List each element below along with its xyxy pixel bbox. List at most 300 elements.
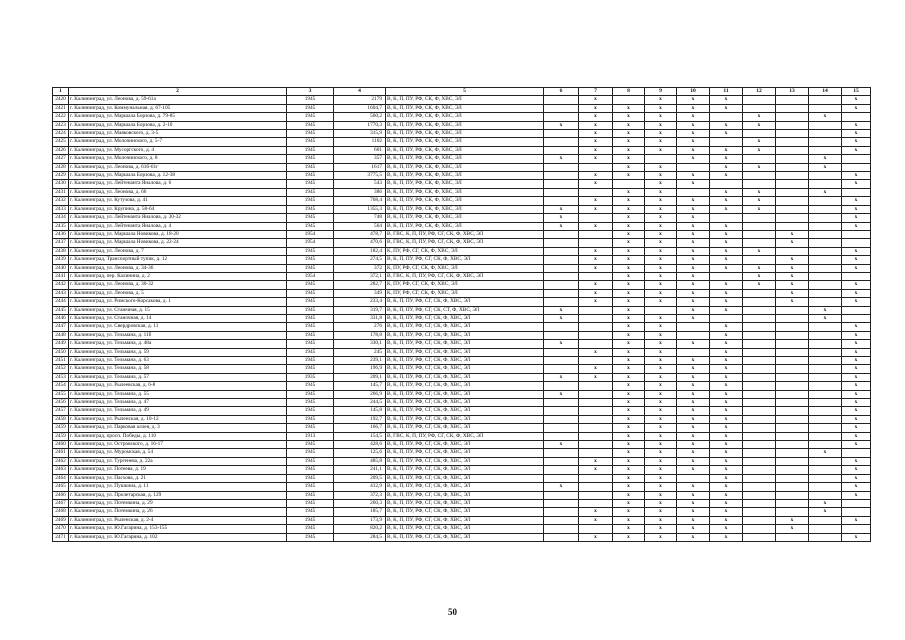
- area-cell: 233,4: [334, 298, 386, 306]
- mark-cell: x: [677, 432, 710, 440]
- mark-cell: x: [743, 188, 776, 196]
- mark-cell: x: [776, 298, 809, 306]
- mark-cell: x: [677, 449, 710, 457]
- area-cell: 282,7: [334, 281, 386, 289]
- mark-cell: x: [613, 138, 645, 146]
- mark-cell: x: [645, 247, 677, 255]
- table-row: [53, 256, 871, 264]
- mark-cell: [710, 113, 743, 121]
- year-cell: 1945: [287, 121, 334, 129]
- mark-cell: [776, 508, 809, 516]
- mark-cell: x: [645, 382, 677, 390]
- mark-cell: x: [842, 382, 871, 390]
- area-cell: 601: [334, 146, 386, 154]
- mark-cell: x: [613, 146, 645, 154]
- address-cell: г. Калининград, ул. Крупина, д. 58-64: [69, 205, 287, 213]
- table-row: [53, 298, 871, 306]
- mark-cell: x: [645, 121, 677, 129]
- mark-cell: x: [677, 205, 710, 213]
- mark-cell: [710, 272, 743, 280]
- mark-cell: [743, 449, 776, 457]
- year-cell: 1945: [287, 474, 334, 482]
- address-cell: г. Калининград, ул. Маяковского, д. 3-5: [69, 130, 287, 138]
- mark-cell: x: [842, 457, 871, 465]
- mark-cell: [743, 390, 776, 398]
- area-cell: 173,9: [334, 516, 386, 524]
- area-cell: 209,1: [334, 373, 386, 381]
- year-cell: 1945: [287, 499, 334, 507]
- mark-cell: x: [842, 424, 871, 432]
- mark-cell: x: [645, 138, 677, 146]
- mark-cell: [809, 474, 842, 482]
- mark-cell: x: [613, 533, 645, 541]
- year-cell: 1945: [287, 390, 334, 398]
- mark-cell: x: [677, 222, 710, 230]
- area-cell: 386: [334, 188, 386, 196]
- row-number: 2444: [53, 298, 69, 306]
- mark-cell: x: [613, 172, 645, 180]
- mark-cell: x: [613, 331, 645, 339]
- row-number: 2437: [53, 239, 69, 247]
- mark-cell: x: [710, 399, 743, 407]
- services-cell: В, К, П, ПУ, РФ, СГ, СК, Ф, ХВС, ЭЛ: [386, 491, 544, 499]
- mark-cell: x: [710, 289, 743, 297]
- mark-cell: x: [579, 146, 613, 154]
- mark-cell: [743, 415, 776, 423]
- mark-cell: x: [645, 508, 677, 516]
- mark-cell: x: [809, 306, 842, 314]
- column-header: 7: [579, 88, 613, 96]
- row-number: 2459: [53, 424, 69, 432]
- area-cell: 3775,5: [334, 172, 386, 180]
- mark-cell: x: [677, 365, 710, 373]
- column-header: 5: [386, 88, 544, 96]
- mark-cell: [809, 298, 842, 306]
- row-number: 2455: [53, 390, 69, 398]
- table-row: [53, 399, 871, 407]
- table-row: [53, 289, 871, 297]
- row-number: 2456: [53, 399, 69, 407]
- mark-cell: [579, 441, 613, 449]
- services-cell: В, К, П, ПУ, РФ, СК, Ф, ХВС, ЭЛ: [386, 104, 544, 112]
- mark-cell: x: [710, 96, 743, 104]
- address-cell: г. Калининград, ул. Тельмана, д. 63: [69, 357, 287, 365]
- mark-cell: [776, 365, 809, 373]
- mark-cell: x: [677, 113, 710, 121]
- mark-cell: [743, 491, 776, 499]
- mark-cell: x: [645, 533, 677, 541]
- table-row: [53, 138, 871, 146]
- mark-cell: x: [677, 104, 710, 112]
- row-number: 2445: [53, 306, 69, 314]
- register-table: [52, 87, 871, 542]
- mark-cell: [710, 314, 743, 322]
- mark-cell: x: [677, 214, 710, 222]
- mark-cell: x: [710, 104, 743, 112]
- mark-cell: x: [842, 205, 871, 213]
- year-cell: 1945: [287, 180, 334, 188]
- mark-cell: x: [579, 180, 613, 188]
- mark-cell: [776, 96, 809, 104]
- table-row: [53, 130, 871, 138]
- mark-cell: x: [710, 197, 743, 205]
- mark-cell: x: [710, 340, 743, 348]
- mark-cell: x: [842, 222, 871, 230]
- area-cell: 274,5: [334, 256, 386, 264]
- row-number: 2464: [53, 474, 69, 482]
- mark-cell: [809, 239, 842, 247]
- mark-cell: x: [710, 441, 743, 449]
- services-cell: В, К, П, ПУ, РФ, СГ, СК, Ф, ХВС, ЭЛ: [386, 390, 544, 398]
- area-cell: 2179: [334, 96, 386, 104]
- mark-cell: [809, 432, 842, 440]
- mark-cell: [842, 306, 871, 314]
- table-row: [53, 155, 871, 163]
- row-number: 2446: [53, 314, 69, 322]
- area-cell: 276: [334, 323, 386, 331]
- mark-cell: x: [677, 399, 710, 407]
- column-number-header: [53, 88, 871, 96]
- services-cell: В, К, П, ПУ, РФ, СК, Ф, ХВС, ЭЛ: [386, 121, 544, 129]
- mark-cell: x: [710, 306, 743, 314]
- mark-cell: x: [710, 483, 743, 491]
- mark-cell: x: [645, 96, 677, 104]
- mark-cell: x: [842, 104, 871, 112]
- mark-cell: x: [677, 138, 710, 146]
- mark-cell: [579, 163, 613, 171]
- mark-cell: x: [613, 289, 645, 297]
- mark-cell: [544, 172, 579, 180]
- mark-cell: [809, 365, 842, 373]
- mark-cell: [579, 239, 613, 247]
- mark-cell: [809, 205, 842, 213]
- mark-cell: x: [710, 222, 743, 230]
- mark-cell: [776, 474, 809, 482]
- mark-cell: x: [579, 247, 613, 255]
- mark-cell: [809, 138, 842, 146]
- mark-cell: x: [613, 441, 645, 449]
- row-number: 2454: [53, 382, 69, 390]
- mark-cell: x: [710, 415, 743, 423]
- services-cell: В, К, П, ПУ, РФ, СК, Ф, ХВС, ЭЛ: [386, 205, 544, 213]
- table-row: [53, 230, 871, 238]
- year-cell: 1945: [287, 197, 334, 205]
- mark-cell: [809, 180, 842, 188]
- mark-cell: [613, 180, 645, 188]
- mark-cell: [579, 230, 613, 238]
- mark-cell: x: [677, 499, 710, 507]
- mark-cell: [743, 289, 776, 297]
- mark-cell: [809, 466, 842, 474]
- mark-cell: x: [776, 272, 809, 280]
- mark-cell: [842, 230, 871, 238]
- mark-cell: x: [677, 340, 710, 348]
- mark-cell: [544, 457, 579, 465]
- table-row: [53, 331, 871, 339]
- mark-cell: [579, 357, 613, 365]
- services-cell: В, К, П, ПУ, РФ, СК, Ф, ХВС, ЭЛ: [386, 180, 544, 188]
- mark-cell: [544, 113, 579, 121]
- mark-cell: x: [579, 121, 613, 129]
- mark-cell: x: [613, 197, 645, 205]
- mark-cell: x: [677, 407, 710, 415]
- mark-cell: [743, 533, 776, 541]
- address-cell: г. Калининград, Транспортный тупик, д. 12: [69, 256, 287, 264]
- services-cell: В, К, П, ПУ, РФ, СГ, СК, Ф, ХВС, ЭЛ: [386, 407, 544, 415]
- column-header: 13: [776, 88, 809, 96]
- mark-cell: [776, 373, 809, 381]
- mark-cell: x: [579, 197, 613, 205]
- address-cell: г. Калининград, ул. Маршала Борзова, д. 2-10: [69, 121, 287, 129]
- address-cell: г. Калининград, ул. Римского-Корсакова, д. 1: [69, 298, 287, 306]
- mark-cell: [544, 466, 579, 474]
- mark-cell: x: [544, 340, 579, 348]
- mark-cell: x: [710, 323, 743, 331]
- area-cell: 239,1: [334, 357, 386, 365]
- area-cell: 284,5: [334, 533, 386, 541]
- row-number: 2436: [53, 230, 69, 238]
- services-cell: В, ГВС, К, П, ПУ, РФ, СГ, СК, Ф, ХВС, ЭЛ: [386, 432, 544, 440]
- services-cell: В, К, П, ПУ, РФ, СГ, СК, Ф, ХВС, ЭЛ: [386, 508, 544, 516]
- mark-cell: x: [842, 399, 871, 407]
- mark-cell: [579, 314, 613, 322]
- mark-cell: [645, 155, 677, 163]
- mark-cell: [579, 323, 613, 331]
- mark-cell: x: [579, 373, 613, 381]
- mark-cell: x: [710, 533, 743, 541]
- mark-cell: x: [579, 205, 613, 213]
- table-row: [53, 390, 871, 398]
- services-cell: В, К, П, ПУ, РФ, СГ, СК, Ф, ХВС, ЭЛ: [386, 483, 544, 491]
- mark-cell: x: [645, 491, 677, 499]
- mark-cell: x: [645, 348, 677, 356]
- mark-cell: x: [613, 214, 645, 222]
- mark-cell: [809, 172, 842, 180]
- table-row: [53, 163, 871, 171]
- mark-cell: [842, 113, 871, 121]
- address-cell: г. Калининград, ул. Тельмана, д. 11б: [69, 331, 287, 339]
- services-cell: В, ГВС, К, П, ПУ, РФ, СГ, СК, Ф, ХВС, ЭЛ: [386, 230, 544, 238]
- year-cell: 1945: [287, 130, 334, 138]
- mark-cell: x: [645, 205, 677, 213]
- row-number: 2424: [53, 130, 69, 138]
- address-cell: г. Калининград, ул. Молочинского, д. 5-7: [69, 138, 287, 146]
- row-number: 2442: [53, 281, 69, 289]
- mark-cell: [579, 415, 613, 423]
- address-cell: г. Калининград, ул. Рыленская, д. 2-4: [69, 516, 287, 524]
- mark-cell: x: [645, 104, 677, 112]
- mark-cell: x: [842, 146, 871, 154]
- mark-cell: [544, 499, 579, 507]
- column-header: 6: [544, 88, 579, 96]
- mark-cell: x: [645, 163, 677, 171]
- mark-cell: x: [842, 373, 871, 381]
- mark-cell: x: [544, 205, 579, 213]
- mark-cell: [776, 163, 809, 171]
- mark-cell: [776, 499, 809, 507]
- address-cell: г. Калининград, ул. Леонова, д. 66: [69, 188, 287, 196]
- services-cell: В, К, П, ПУ, РФ, СГ, СК, Ф, ХВС, ЭЛ: [386, 399, 544, 407]
- services-cell: В, К, П, ПУ, РФ, СК, Ф, ХВС, ЭЛ: [386, 188, 544, 196]
- mark-cell: x: [842, 289, 871, 297]
- mark-cell: x: [842, 247, 871, 255]
- address-cell: г. Калининград, ул. Лейтенанта Яналова, д. 30-32: [69, 214, 287, 222]
- address-cell: г. Калининград, ул. Леонова, д. 5: [69, 289, 287, 297]
- mark-cell: x: [842, 340, 871, 348]
- row-number: 2448: [53, 331, 69, 339]
- mark-cell: x: [710, 491, 743, 499]
- table-row: [53, 533, 871, 541]
- mark-cell: [743, 432, 776, 440]
- mark-cell: [544, 382, 579, 390]
- mark-cell: [743, 457, 776, 465]
- row-number: 2457: [53, 407, 69, 415]
- mark-cell: [842, 155, 871, 163]
- address-cell: г. Калининград, ул. Ю.Гагарина, д. 153-155: [69, 525, 287, 533]
- mark-cell: x: [842, 533, 871, 541]
- area-cell: 372,1: [334, 272, 386, 280]
- address-cell: г. Калининград, ул. Лейтенанта Яналова, д. 6: [69, 180, 287, 188]
- mark-cell: [743, 483, 776, 491]
- mark-cell: x: [710, 382, 743, 390]
- mark-cell: [743, 239, 776, 247]
- year-cell: 1945: [287, 525, 334, 533]
- column-header: 8: [613, 88, 645, 96]
- area-cell: 241,1: [334, 466, 386, 474]
- mark-cell: [544, 247, 579, 255]
- mark-cell: [743, 525, 776, 533]
- mark-cell: [579, 331, 613, 339]
- mark-cell: x: [677, 415, 710, 423]
- mark-cell: [776, 138, 809, 146]
- services-cell: К, ПУ, РФ, СГ, СК, Ф, ХВС, ЭЛ: [386, 264, 544, 272]
- mark-cell: [579, 340, 613, 348]
- mark-cell: [776, 415, 809, 423]
- mark-cell: [809, 382, 842, 390]
- mark-cell: x: [710, 230, 743, 238]
- table-row: [53, 357, 871, 365]
- mark-cell: [544, 508, 579, 516]
- mark-cell: x: [645, 264, 677, 272]
- year-cell: 1954: [287, 239, 334, 247]
- mark-cell: x: [645, 365, 677, 373]
- mark-cell: [645, 306, 677, 314]
- mark-cell: x: [677, 516, 710, 524]
- mark-cell: x: [842, 96, 871, 104]
- area-cell: 209,5: [334, 474, 386, 482]
- mark-cell: x: [579, 113, 613, 121]
- mark-cell: x: [645, 256, 677, 264]
- mark-cell: [776, 331, 809, 339]
- mark-cell: [776, 382, 809, 390]
- row-number: 2426: [53, 146, 69, 154]
- mark-cell: x: [579, 508, 613, 516]
- mark-cell: x: [579, 96, 613, 104]
- table-row: [53, 247, 871, 255]
- area-cell: 1355,3: [334, 205, 386, 213]
- mark-cell: x: [579, 222, 613, 230]
- mark-cell: x: [710, 357, 743, 365]
- column-header: 15: [842, 88, 871, 96]
- year-cell: 1945: [287, 205, 334, 213]
- mark-cell: x: [842, 483, 871, 491]
- mark-cell: [743, 399, 776, 407]
- mark-cell: [809, 230, 842, 238]
- mark-cell: x: [613, 348, 645, 356]
- row-number: 2425: [53, 138, 69, 146]
- mark-cell: [544, 365, 579, 373]
- mark-cell: x: [645, 130, 677, 138]
- mark-cell: x: [710, 516, 743, 524]
- address-cell: г. Калининград, ул. Леонова, д. 59-61а: [69, 96, 287, 104]
- address-cell: г. Калининград, ул. Станочная, д. 14: [69, 314, 287, 322]
- mark-cell: x: [710, 457, 743, 465]
- mark-cell: [544, 197, 579, 205]
- services-cell: В, К, П, ПУ, РФ, СГ, СК, Ф, ХВС, ЭЛ: [386, 499, 544, 507]
- row-number: 2433: [53, 205, 69, 213]
- table-row: [53, 499, 871, 507]
- mark-cell: x: [613, 205, 645, 213]
- mark-cell: x: [645, 525, 677, 533]
- mark-cell: x: [710, 508, 743, 516]
- mark-cell: [776, 390, 809, 398]
- mark-cell: x: [579, 281, 613, 289]
- mark-cell: x: [710, 146, 743, 154]
- mark-cell: x: [613, 306, 645, 314]
- mark-cell: [579, 491, 613, 499]
- mark-cell: x: [613, 247, 645, 255]
- services-cell: В, ГВС, К, П, ПУ, РФ, СГ, СК, Ф, ХВС, ЭЛ: [386, 272, 544, 280]
- mark-cell: x: [645, 390, 677, 398]
- mark-cell: x: [613, 222, 645, 230]
- mark-cell: x: [743, 146, 776, 154]
- mark-cell: [544, 264, 579, 272]
- services-cell: В, К, П, ПУ, РФ, СК, Ф, ХВС, ЭЛ: [386, 214, 544, 222]
- area-cell: 1770,3: [334, 121, 386, 129]
- mark-cell: x: [613, 264, 645, 272]
- mark-cell: x: [613, 188, 645, 196]
- row-number: 2461: [53, 449, 69, 457]
- mark-cell: x: [645, 415, 677, 423]
- mark-cell: x: [677, 298, 710, 306]
- mark-cell: x: [809, 113, 842, 121]
- mark-cell: x: [710, 121, 743, 129]
- mark-cell: x: [842, 130, 871, 138]
- mark-cell: [776, 424, 809, 432]
- mark-cell: x: [776, 289, 809, 297]
- mark-cell: x: [809, 499, 842, 507]
- table-row: [53, 491, 871, 499]
- year-cell: 1945: [287, 491, 334, 499]
- mark-cell: [776, 222, 809, 230]
- services-cell: В, К, П, ПУ, РФ, СГ, СК, Ф, ХВС, ЭЛ: [386, 466, 544, 474]
- year-cell: 1945: [287, 188, 334, 196]
- mark-cell: [809, 289, 842, 297]
- area-cell: 245: [334, 348, 386, 356]
- mark-cell: [710, 214, 743, 222]
- row-number: 2462: [53, 457, 69, 465]
- address-cell: г. Калининград, ул. Тельмана, д. 57: [69, 373, 287, 381]
- mark-cell: [809, 491, 842, 499]
- services-cell: В, К, П, ПУ, РФ, СГ, СК, Ф, ХВС, ЭЛ: [386, 533, 544, 541]
- mark-cell: [677, 331, 710, 339]
- mark-cell: x: [677, 525, 710, 533]
- mark-cell: [776, 432, 809, 440]
- mark-cell: x: [645, 214, 677, 222]
- row-number: 2450: [53, 348, 69, 356]
- services-cell: В, К, П, ПУ, РФ, СГ, СК, Ф, ХВС, ЭЛ: [386, 415, 544, 423]
- mark-cell: [776, 121, 809, 129]
